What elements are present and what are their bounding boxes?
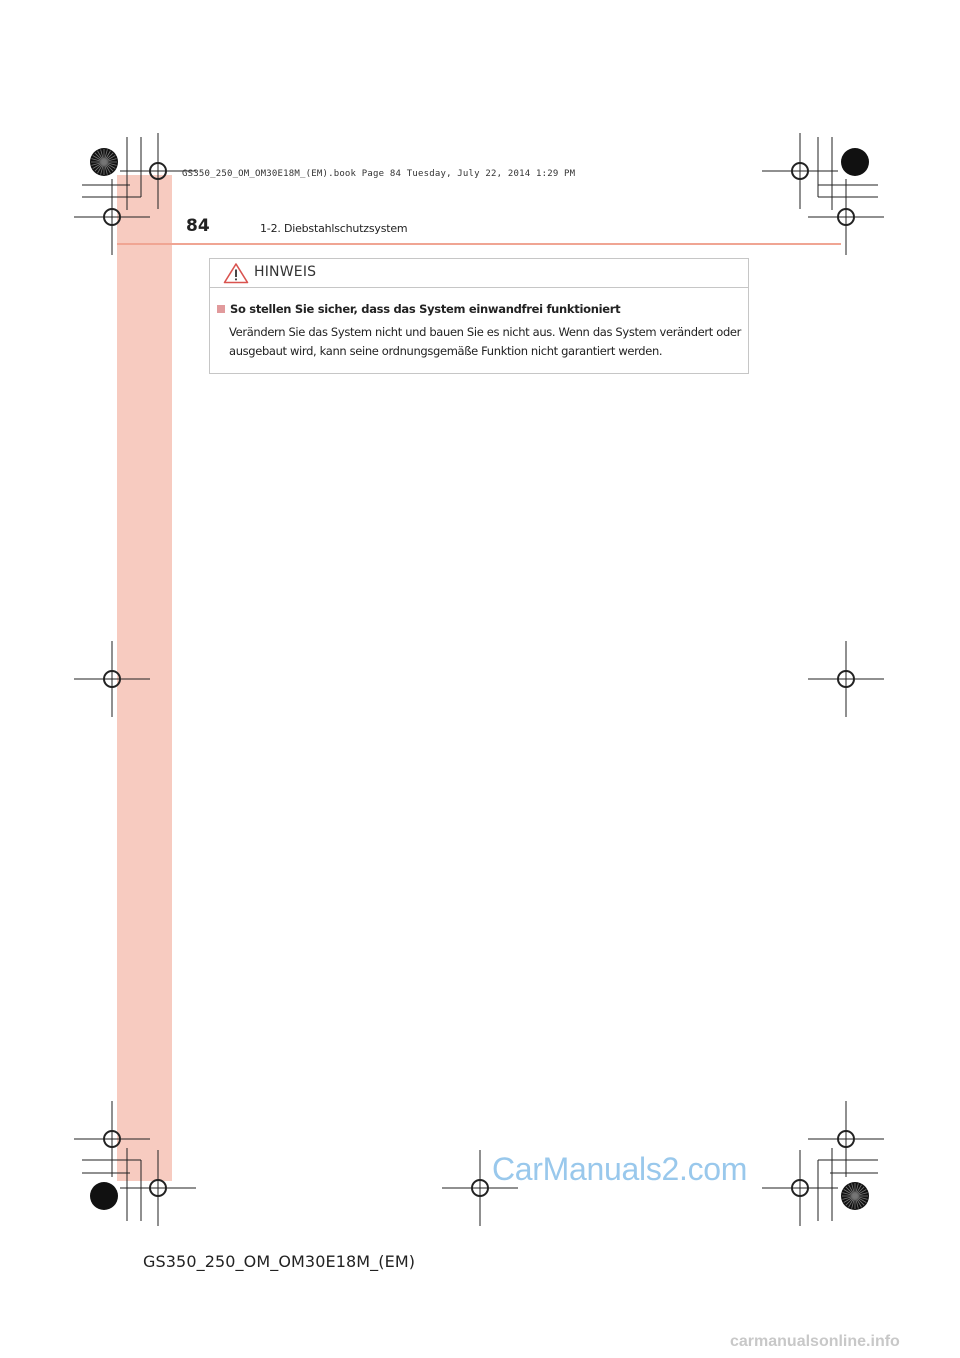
header-rule <box>117 243 841 245</box>
warning-triangle-icon <box>223 262 249 284</box>
registration-mark <box>74 641 150 717</box>
notice-item-heading-text: So stellen Sie sicher, dass das System einwandfrei funktioniert <box>230 302 621 316</box>
registration-mark <box>808 1101 884 1177</box>
notice-item-body: Verändern Sie das System nicht und bauen Sie es nicht aus. Wenn das System verändert oder ausgebaut wird, kann seine ordnungsgemäße Funktion nicht garantiert werden. <box>229 325 741 358</box>
watermark-text: CarManuals2.com <box>492 1151 748 1187</box>
registration-mark <box>762 1150 838 1226</box>
notice-item-heading <box>217 302 620 316</box>
sunburst-target-mark <box>90 1182 118 1210</box>
sunburst-target-mark <box>841 1182 869 1210</box>
notice-box <box>209 258 749 374</box>
registration-mark <box>808 641 884 717</box>
footer-document-code: GS350_250_OM_OM30E18M_(EM) <box>143 1252 416 1271</box>
site-credit-watermark: carmanualsonline.info <box>730 1333 900 1350</box>
sunburst-target-mark <box>841 148 869 176</box>
registration-mark <box>74 1101 150 1177</box>
notice-header <box>210 259 748 288</box>
registration-mark <box>762 133 838 209</box>
notice-label: HINWEIS <box>254 264 317 280</box>
sunburst-target-mark <box>90 148 118 176</box>
registration-mark <box>120 1150 196 1226</box>
section-title: 1-2. Diebstahlschutzsystem <box>260 222 408 235</box>
page-number: 84 <box>186 216 210 236</box>
bullet-square-icon <box>217 305 225 313</box>
book-file-stamp: GS350_250_OM_OM30E18M_(EM).book Page 84 Tuesday, July 22, 2014 1:29 PM <box>182 169 576 179</box>
